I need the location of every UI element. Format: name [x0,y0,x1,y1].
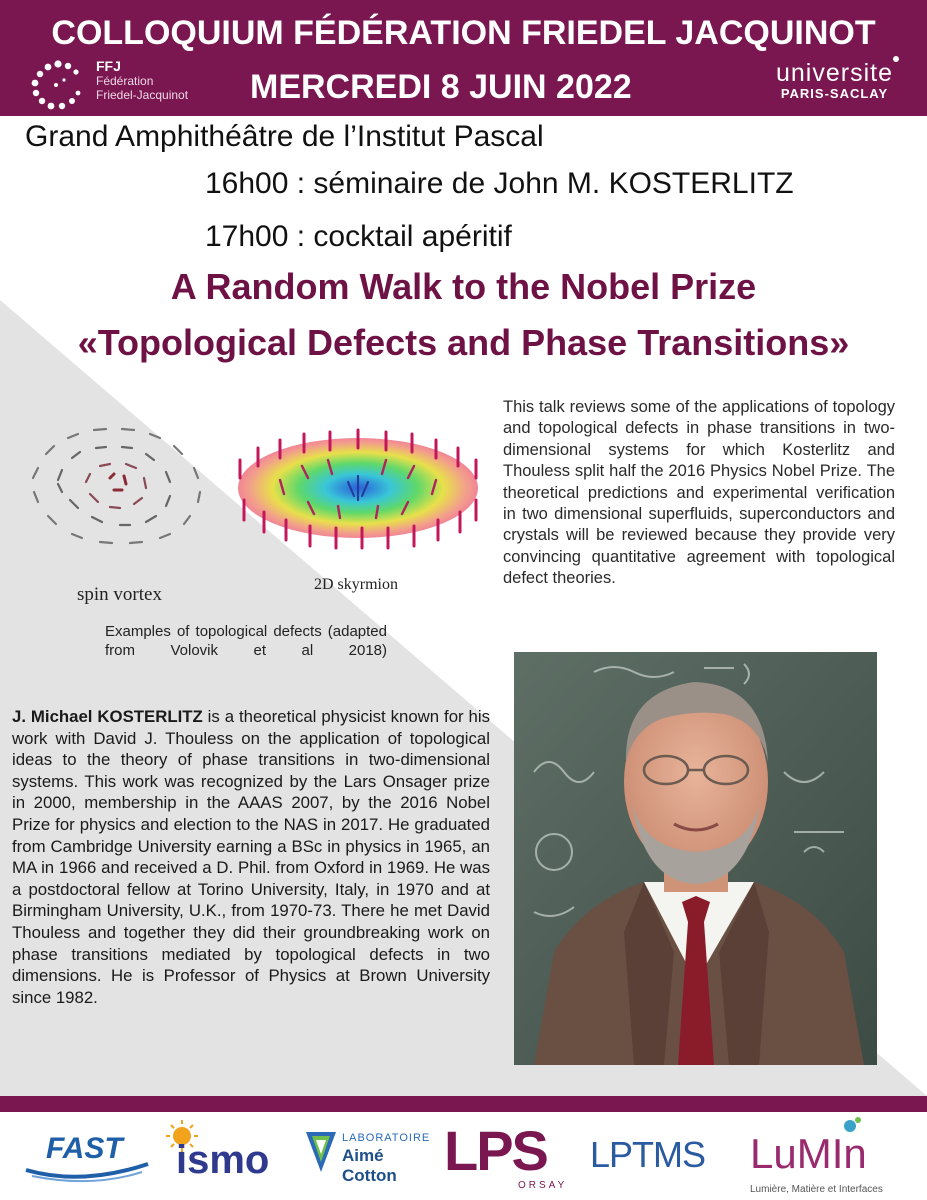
ffj-abbr: FFJ [96,58,121,74]
skyrmion-graphic [238,430,478,548]
lumin-text: LuMIn [750,1130,867,1177]
lac-line1: LABORATOIRE [342,1132,431,1144]
university-dot-icon [893,56,899,62]
header-date: MERCREDI 8 JUIN 2022 [250,68,632,106]
university-name: universite [776,59,893,87]
spin-vortex-graphic [33,429,200,543]
figure-caption: Examples of topological defects (adapted from Volovik et al 2018) [105,623,387,659]
skyrmion-label: 2D skyrmion [314,576,398,593]
ffj-line2: Friedel-Jacquinot [96,88,189,102]
event-venue: Grand Amphithéâtre de l’Institut Pascal [25,120,544,153]
lps-sub: ORSAY [518,1180,568,1191]
fast-text: FAST [46,1132,123,1165]
speaker-photo [514,652,877,1065]
talk-title-line1: A Random Walk to the Nobel Prize [170,266,757,307]
spin-vortex-label: spin vortex [77,584,162,605]
lac-line2: Aimé Cotton [342,1146,397,1185]
lps-logo [444,1118,568,1198]
speaker-name: J. Michael KOSTERLITZ [12,707,203,726]
topological-defects-figure [18,420,488,610]
lptms-text: LPTMS [590,1134,706,1175]
university-sub: PARIS-SACLAY [780,86,889,101]
event-cocktail-time: 17h00 : cocktail apéritif [205,220,512,253]
ffj-logo-text [96,58,188,102]
lumin-logo [746,1116,906,1196]
event-seminar-time: 16h00 : séminaire de John M. KOSTERLITZ [205,167,794,200]
ismo-logo [162,1118,272,1188]
header-title: COLLOQUIUM FÉDÉRATION FRIEDEL JACQUINOT [51,14,876,52]
fast-logo [22,1130,152,1184]
partner-logos [0,1112,927,1200]
bio-text: is a theoretical physicist known for his work with David J. Thouless on the application of topological ideas to the theory of phase transitions in two-dimensional systems. This work was recognized by the Lars Onsager prize in 2000, membership in the AAAS 2007, by the 2016 Nobel Prize for physics and election to the NAS in 2017. He graduated from Cambridge University earning a BSc in physics in 1965, an MA in 1966 and received a D. Phil. from Oxford in 1969. He was a postdoctoral fellow at Torino University, Italy, in 1970 and at Birmingham University, U.K., from 1970-73. There he met David Thouless and together they did their groundbreaking work on phase transitions mediated by topological defects in two dimensions. He is Professor of Physics at Brown University since 1982. [12,707,491,1007]
talk-title-line2: «Topological Defects and Phase Transitions» [77,322,850,363]
lps-text: LPS [444,1119,547,1182]
lptms-logo [590,1134,716,1178]
footer-bar [0,1096,927,1112]
ismo-text: ismo [176,1138,270,1182]
lumin-sub: Lumière, Matière et Interfaces [750,1184,883,1195]
speaker-bio [12,706,490,1008]
ffj-line1: Fédération [96,74,154,88]
lac-emblem-icon [304,1130,338,1174]
talk-abstract: This talk reviews some of the applications of topology and topological defects in phase transitions in two-dimensional systems for which Kosterlitz and Thouless split half the 2016 Physics Nobel Prize. The theoretical predictions and experimental verification in two dimensional superfluids, superconductors and crystals will be reviewed because they provide very convincing quantitative agreement with topological defect theories. [503,398,895,588]
header-banner [0,0,927,116]
ffj-logo-icon [28,58,98,110]
university-logo [776,60,893,101]
lac-logo [304,1128,440,1185]
